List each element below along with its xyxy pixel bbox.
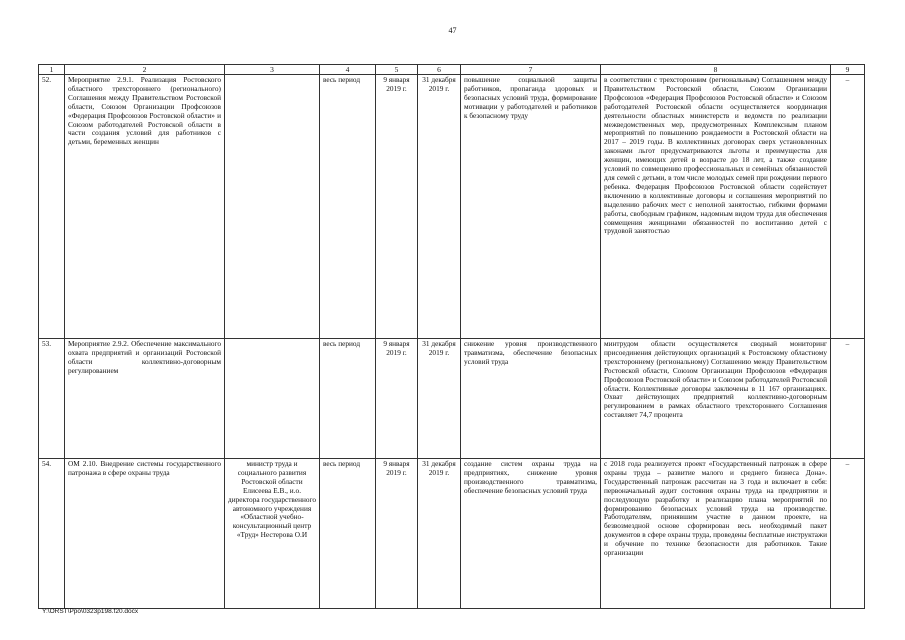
header-cell: 7	[461, 65, 601, 75]
footer-file-path: Y:\ORST\Ppo\0323p198.f20.docx	[42, 608, 139, 615]
end-date-cell: 31 декабря 2019 г.	[418, 459, 461, 609]
header-cell: 2	[65, 65, 225, 75]
header-cell: 5	[376, 65, 418, 75]
period-cell: весь период	[320, 75, 376, 339]
report-table	[38, 64, 865, 609]
responsible-cell: министр труда и социального развития Ростовской области Елисеева Е.В., и.о. директора государственного автономного учреждения «Областной учебно-консультационный центр «Труд» Нестерова О.И	[225, 459, 320, 609]
header-cell: 1	[39, 65, 65, 75]
activity-cell: Мероприятие 2.9.2. Обеспечение максимального охвата предприятий и организаций Ростовской области коллективно-договорным регулированием	[65, 339, 225, 459]
page-number: 47	[448, 26, 457, 35]
row-number: 52.	[39, 75, 65, 339]
responsible-cell	[225, 75, 320, 339]
start-date-cell: 9 января 2019 г.	[376, 459, 418, 609]
activity-cell: ОМ 2.10. Внедрение системы государственного патронажа в сфере охраны труда	[65, 459, 225, 609]
row-number: 53.	[39, 339, 65, 459]
start-date-cell: 9 января 2019 г.	[376, 75, 418, 339]
period-cell: весь период	[320, 339, 376, 459]
note-cell: –	[831, 75, 865, 339]
table-row	[39, 339, 865, 459]
activity-cell: Мероприятие 2.9.1. Реализация Ростовского областного трехстороннего (регионального) Соглашения между Правительством Ростовской области, Союзом Организации Профсоюзов «Федерация Профсоюзов Ростовской области» и Союзом работодателей Ростовской области в части создания условий для работников с детьми, беременных женщин	[65, 75, 225, 339]
status-cell: с 2018 года реализуется проект «Государственный патронаж в сфере охраны труда – развитие малого и среднего бизнеса Дона». Государственный патронаж рассчитан на 3 года и включает в себя: первоначальный аудит состояния охраны труда на предприятии и последующую разработку и реализацию плана мероприятий по формированию безопасных условий труда на производстве. Работодателям, принявшим участие в данном проекте, на безвозмездной основе сформирован весь необходимый пакет документов в сфере охраны труда, проведены бесплатные инструктажи и обучение по технике безопасности для работников. Такие организации	[601, 459, 831, 609]
end-date-cell: 31 декабря 2019 г.	[418, 75, 461, 339]
header-cell: 4	[320, 65, 376, 75]
responsible-cell	[225, 339, 320, 459]
start-date-cell: 9 января 2019 г.	[376, 339, 418, 459]
note-cell: –	[831, 459, 865, 609]
row-number: 54.	[39, 459, 65, 609]
header-cell: 6	[418, 65, 461, 75]
status-cell: минтрудом области осуществляется сводный мониторинг присоединения действующих организаций к Ростовскому областному трехстороннему (региональному) Соглашению между Правительством Ростовской области, Союзом Организации Профсоюзов «Федерация Профсоюзов Ростовской области» и Союзом работодателей Ростовской области. Коллективные договоры заключены в 11 167 организациях. Охват действующих предприятий коллективно-договорным регулированием в рамках областного трехстороннего Соглашения составляет 74,7 процента	[601, 339, 831, 459]
result-cell: снижение уровня производственного травматизма, обеспечение безопасных условий труда	[461, 339, 601, 459]
period-cell: весь период	[320, 459, 376, 609]
header-row	[39, 65, 865, 75]
header-cell: 8	[601, 65, 831, 75]
header-cell: 9	[831, 65, 865, 75]
result-cell: повышение социальной защиты работников, пропаганда здоровых и безопасных условий труда, формирование мотивации у работодателей и работников к безопасному труду	[461, 75, 601, 339]
header-cell: 3	[225, 65, 320, 75]
result-cell: создание систем охраны труда на предприятиях, снижение уровня производственного травматизма, обеспечение безопасных условий труда	[461, 459, 601, 609]
note-cell: –	[831, 339, 865, 459]
end-date-cell: 31 декабря 2019 г.	[418, 339, 461, 459]
table-row	[39, 75, 865, 339]
status-cell: в соответствии с трехсторонним (региональным) Соглашением между Правительством Ростовской области, Союзом Организации Профсоюзов «Федерация Профсоюзов Ростовской области» и Союзом работодателей Ростовской области осуществляется координация деятельности областных министерств и ведомств по реализации межведомственных мер, предусмотренных Комплексным планом мероприятий по повышению рождаемости в Ростовской области на 2017 – 2019 годы. В коллективных договорах сверх установленных законами льгот предусматриваются льготы и преимущества для женщин, имеющих детей в возрасте до 18 лет, а также создание условий по совмещению профессиональных и семейных обязанностей для семей с детьми, в том числе молодых семей при рождении первого ребенка. Федерация Профсоюзов Ростовской области содействует включению в коллективные договоры и соглашения мероприятий по выделению рабочих мест с неполной занятостью, гибкими формами работы, свободным графиком, надомным видом труда для обеспечения совмещения женщинами обязанностей по воспитанию детей с трудовой занятостью	[601, 75, 831, 339]
table-row	[39, 459, 865, 609]
